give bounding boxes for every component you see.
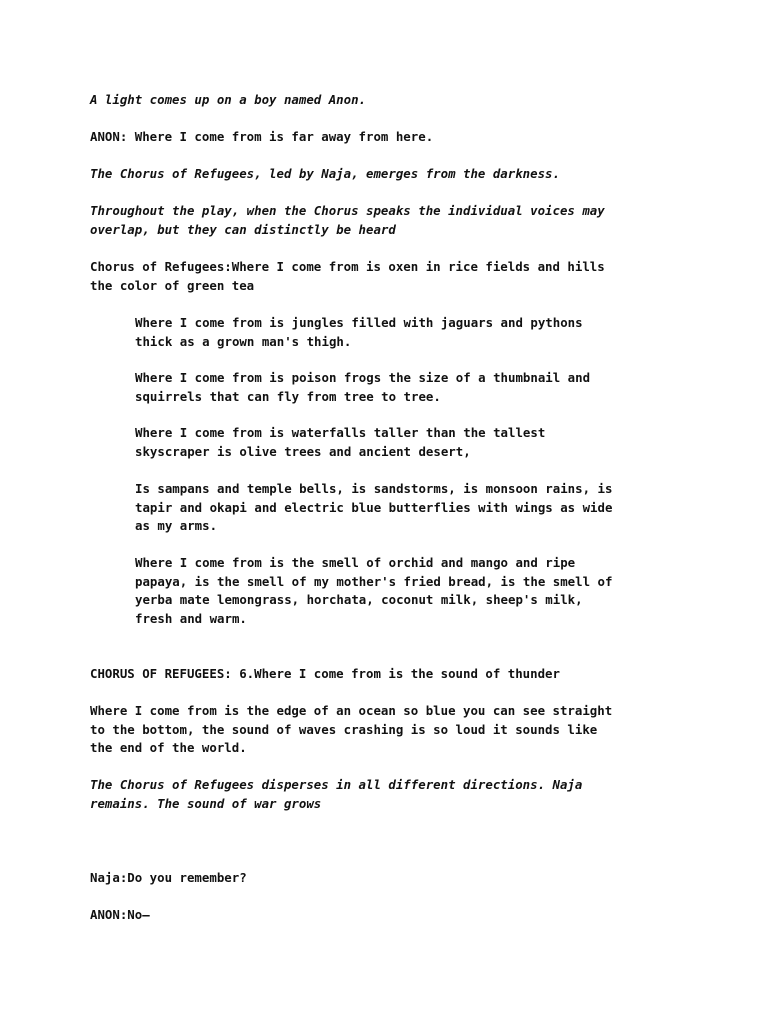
chorus-verse-frogs: Where I come from is poison frogs the size of a thumbnail and squirrels that can fly from tree to tree.: [135, 370, 591, 404]
stage-direction-opening: A light comes up on a boy named Anon.: [90, 92, 367, 107]
dialogue-chorus-2: CHORUS OF REFUGEES: 6.Where I come from is the sound of thunder: [90, 666, 560, 681]
stage-direction-overlap-note: Throughout the play, when the Chorus speaks the individual voices may overlap, but they can distinctly be heard: [90, 203, 605, 237]
dialogue-anon-2: ANON:No—: [90, 907, 150, 922]
chorus-verse-sampans: Is sampans and temple bells, is sandstorms, is monsoon rains, is tapir and okapi and electric blue butterflies with wings as wide as my arms.: [135, 481, 613, 533]
dialogue-anon-1: ANON: Where I come from is far away from here.: [90, 129, 434, 144]
chorus-verse-jungles: Where I come from is jungles filled with jaguars and pythons thick as a grown man's thigh.: [135, 315, 583, 349]
dialogue-naja: Naja:Do you remember?: [90, 870, 247, 885]
dialogue-chorus-1: Chorus of Refugees:Where I come from is oxen in rice fields and hills the color of green tea: [90, 259, 605, 293]
stage-direction-chorus-emerges: The Chorus of Refugees, led by Naja, emerges from the darkness.: [90, 166, 560, 181]
dialogue-ocean: Where I come from is the edge of an ocean so blue you can see straight to the bottom, the sound of waves crashing is so loud it sounds like the end of the world.: [90, 703, 613, 755]
chorus-verse-smells: Where I come from is the smell of orchid and mango and ripe papaya, is the smell of my mother's fried bread, is the smell of yerba mate lemongrass, horchata, coconut milk, sheep's milk, fresh and warm.: [135, 555, 613, 626]
stage-direction-disperse: The Chorus of Refugees disperses in all different directions. Naja remains. The sound of war grows: [90, 777, 583, 811]
chorus-verse-waterfalls: Where I come from is waterfalls taller than the tallest skyscraper is olive trees and ancient desert,: [135, 425, 546, 459]
